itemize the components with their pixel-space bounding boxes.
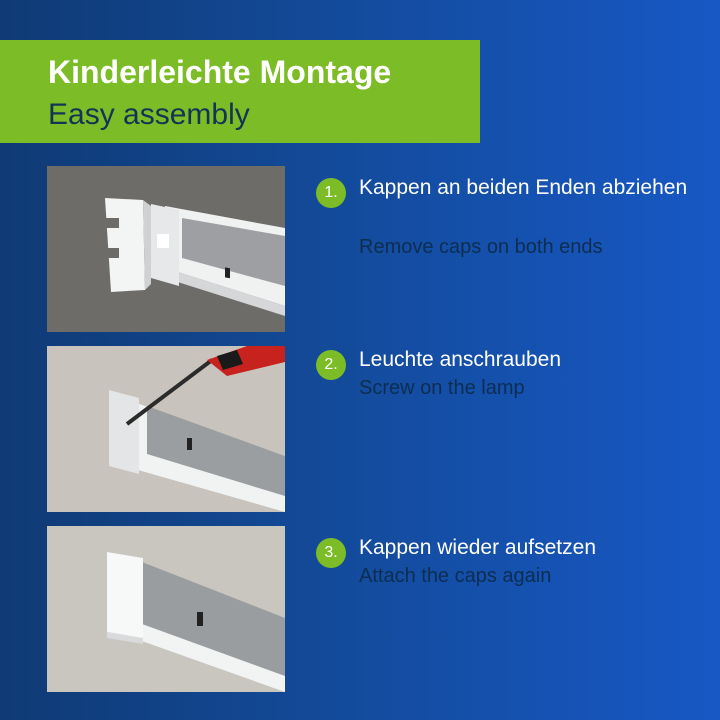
header-banner — [0, 40, 480, 143]
step-number-badge: 1. — [316, 178, 346, 208]
step-2-photo — [47, 346, 285, 512]
step-instruction-en: Attach the caps again — [359, 565, 552, 587]
step-instruction-en: Remove caps on both ends — [359, 236, 603, 258]
step-instruction-de: Kappen wieder aufsetzen — [359, 536, 596, 559]
step-number-badge: 3. — [316, 538, 346, 568]
page-subtitle: Easy assembly — [48, 98, 250, 131]
page-title: Kinderleichte Montage — [48, 54, 392, 90]
step-1-photo — [47, 166, 285, 332]
step-instruction-en: Screw on the lamp — [359, 377, 525, 399]
step-number-badge: 2. — [316, 350, 346, 380]
step-3-photo — [47, 526, 285, 692]
step-instruction-de: Leuchte anschrauben — [359, 348, 561, 371]
step-instruction-de: Kappen an beiden Enden abziehen — [359, 176, 688, 199]
